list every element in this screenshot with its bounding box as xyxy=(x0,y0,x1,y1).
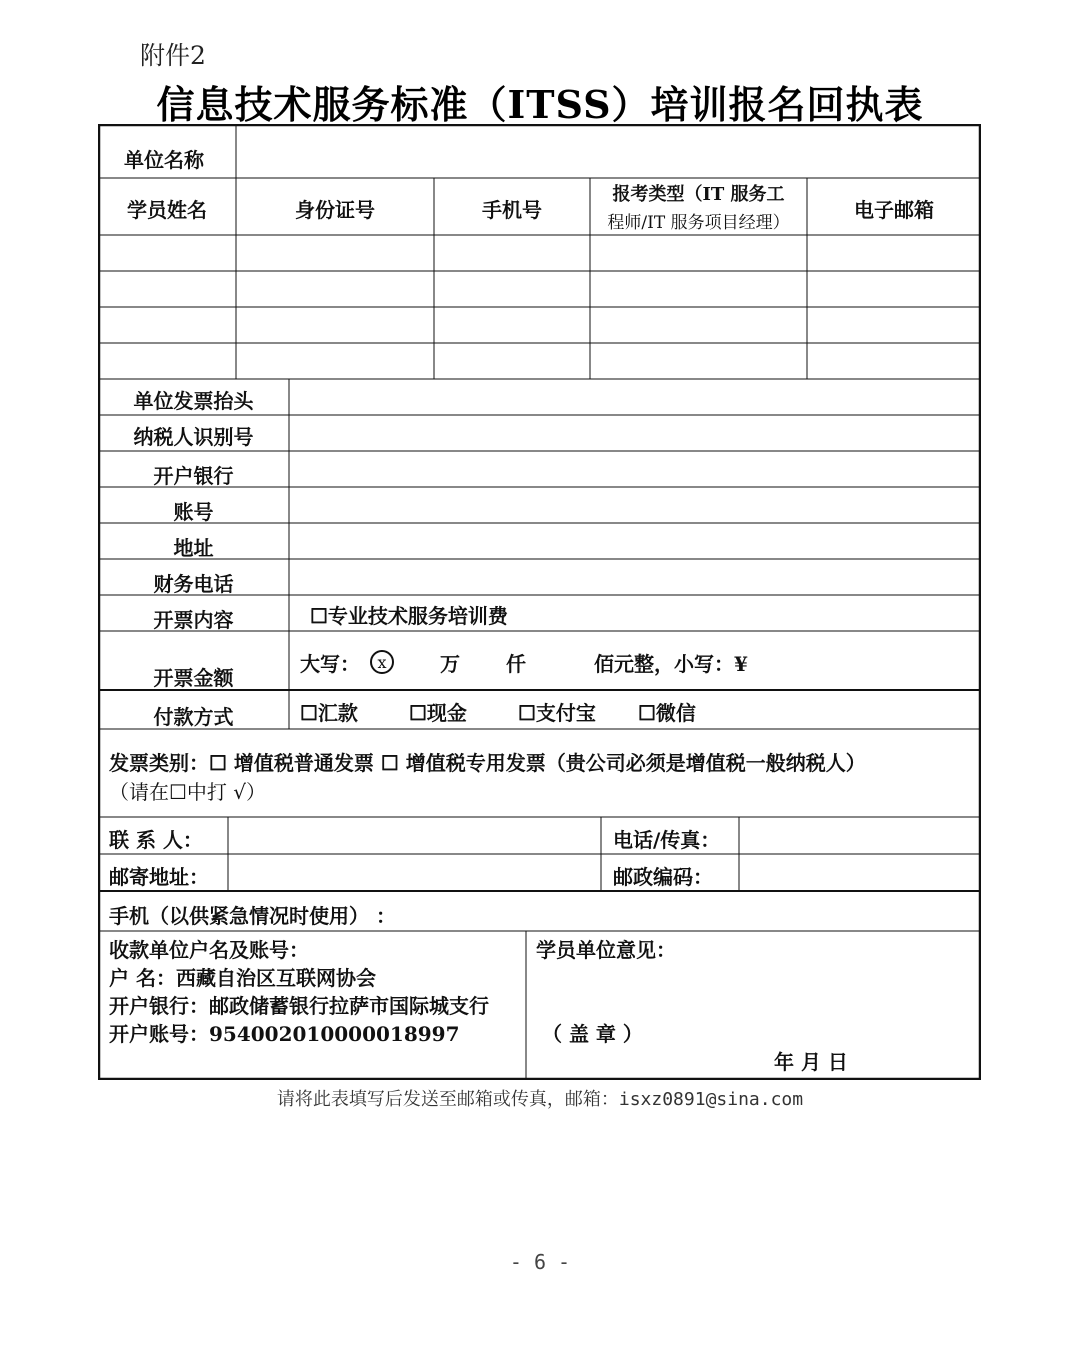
payment-option-remittance[interactable]: ☐汇款 xyxy=(300,701,358,725)
form-title: 信息技术服务标准（ITSS）培训报名回执表 xyxy=(156,82,924,127)
phone-fax-label: 电话/传真： xyxy=(613,828,721,852)
unit-name-field[interactable] xyxy=(238,126,978,177)
invoice-title-label: 单位发票抬头 xyxy=(133,389,254,413)
amount-circle-mark: x xyxy=(370,650,394,674)
date-label: 年 月 日 xyxy=(774,1050,848,1074)
attachment-label: 附件2 xyxy=(140,41,206,70)
contact-field[interactable] xyxy=(230,818,600,853)
mobile-header: 手机号 xyxy=(482,198,542,222)
opinion-label: 学员单位意见： xyxy=(536,938,676,962)
registration-form xyxy=(98,124,981,1080)
postal-code-field[interactable] xyxy=(741,855,979,890)
exam-type-header-line1: 报考类型（IT 服务工 xyxy=(612,184,785,205)
invoice-content-label: 开票内容 xyxy=(153,608,234,632)
finance-phone-label: 财务电话 xyxy=(153,572,234,596)
exam-type-header-line2: 程师/IT 服务项目经理） xyxy=(607,213,790,233)
finance-phone-field[interactable] xyxy=(291,560,979,594)
unit-name-label: 单位名称 xyxy=(124,148,204,172)
invoice-amount-label: 开票金额 xyxy=(153,666,234,690)
student-row-1[interactable] xyxy=(100,236,979,270)
payee-account-line: 开户账号：954002010000018997 xyxy=(109,1022,460,1046)
mail-address-label: 邮寄地址： xyxy=(109,865,209,889)
invoice-type-note: （请在☐中打 √） xyxy=(109,780,267,804)
student-row-3[interactable] xyxy=(100,308,979,342)
mail-address-field[interactable] xyxy=(230,855,600,890)
amount-wan: 万 xyxy=(440,652,460,676)
id-number-header: 身份证号 xyxy=(295,198,375,222)
account-label: 账号 xyxy=(173,500,214,524)
bank-field[interactable] xyxy=(291,452,979,486)
mobile-emergency-label: 手机（以供紧急情况时使用） ： xyxy=(109,904,396,928)
phone-fax-field[interactable] xyxy=(741,818,979,853)
page-number: - 6 - xyxy=(509,1250,571,1274)
postal-code-label: 邮政编码： xyxy=(613,865,713,889)
payee-heading: 收款单位户名及账号： xyxy=(109,938,309,962)
address-label: 地址 xyxy=(173,536,214,560)
payment-option-wechat[interactable]: ☐微信 xyxy=(638,701,696,725)
student-name-header: 学员姓名 xyxy=(127,198,207,222)
payment-option-cash[interactable]: ☐现金 xyxy=(409,701,467,725)
seal-label: （ 盖 章 ） xyxy=(542,1022,643,1046)
payee-name-line: 户 名：西藏自治区互联网协会 xyxy=(109,966,376,990)
amount-rest: 佰元整，小写：¥ xyxy=(594,652,748,676)
invoice-title-field[interactable] xyxy=(291,380,979,414)
contact-label: 联 系 人： xyxy=(109,828,203,852)
payment-method-label: 付款方式 xyxy=(153,705,234,729)
address-field[interactable] xyxy=(291,524,979,558)
footer-note: 请将此表填写后发送至邮箱或传真，邮箱：isxz0891@sina.com xyxy=(276,1089,804,1110)
invoice-type-line[interactable]: 发票类别：☐ 增值税普通发票 ☐ 增值税专用发票（贵公司必须是增值税一般纳税人） xyxy=(109,751,866,775)
taxpayer-id-field[interactable] xyxy=(291,416,979,450)
student-row-2[interactable] xyxy=(100,272,979,306)
bank-label: 开户银行 xyxy=(153,464,234,488)
amount-capital-label: 大写： xyxy=(300,652,360,676)
amount-qian: 仟 xyxy=(506,652,526,676)
invoice-content-option[interactable]: ☐专业技术服务培训费 xyxy=(310,604,508,628)
student-row-4[interactable] xyxy=(100,344,979,378)
email-header: 电子邮箱 xyxy=(854,198,934,222)
payee-bank-line: 开户银行：邮政储蓄银行拉萨市国际城支行 xyxy=(109,994,489,1018)
taxpayer-id-label: 纳税人识别号 xyxy=(133,425,254,449)
account-field[interactable] xyxy=(291,488,979,522)
payment-option-alipay[interactable]: ☐支付宝 xyxy=(518,701,596,725)
